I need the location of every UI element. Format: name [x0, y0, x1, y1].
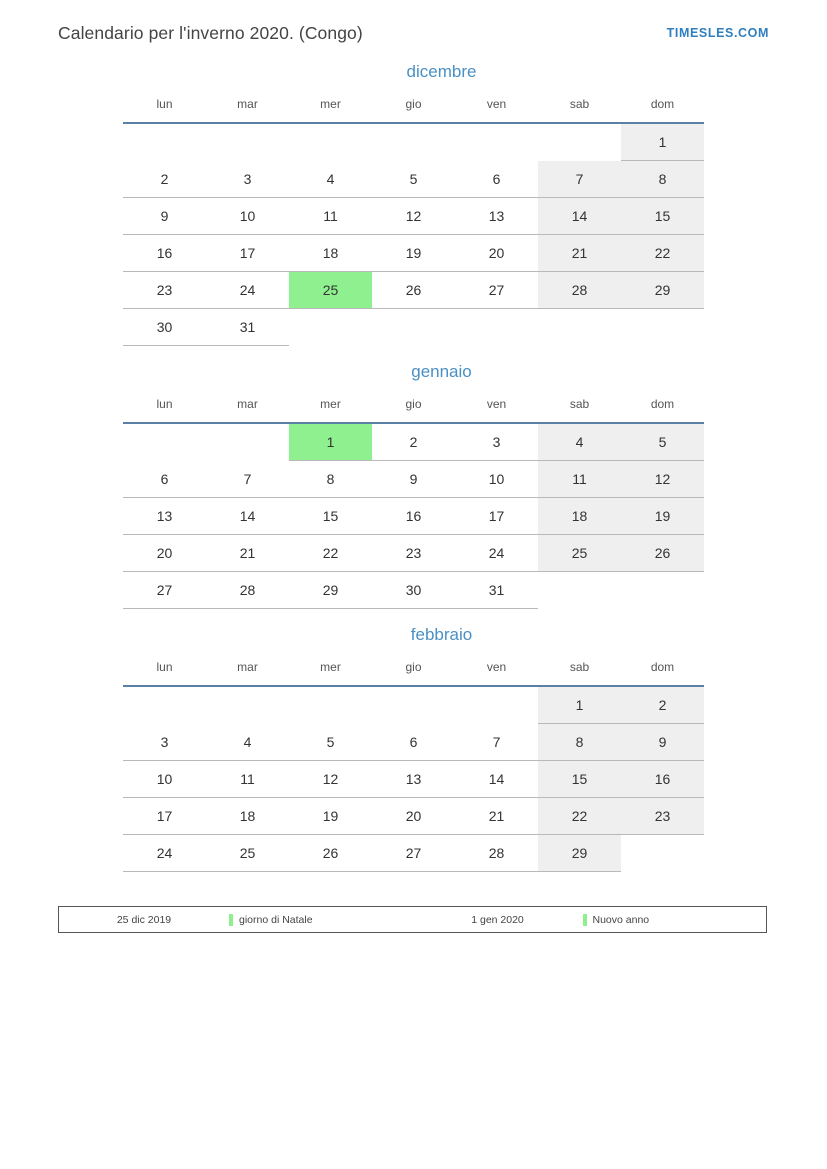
- day-cell-weekend[interactable]: [538, 272, 621, 309]
- day-cell[interactable]: [123, 235, 206, 272]
- day-number: 10: [488, 471, 505, 487]
- day-number: 31: [239, 319, 256, 335]
- day-number: 19: [654, 508, 671, 524]
- day-cell-weekend[interactable]: [621, 235, 704, 272]
- day-cell[interactable]: [206, 761, 289, 798]
- day-cell[interactable]: [123, 461, 206, 498]
- day-number: 7: [575, 170, 584, 187]
- day-number: 8: [575, 734, 584, 750]
- week-row: [123, 423, 704, 461]
- page-title: Calendario per l'inverno 2020. (Congo): [58, 22, 363, 43]
- day-cell-holiday[interactable]: [289, 423, 372, 461]
- day-cell-empty: [206, 686, 289, 724]
- day-cell[interactable]: [206, 461, 289, 498]
- day-cell[interactable]: [123, 761, 206, 798]
- day-cell-weekend[interactable]: [621, 272, 704, 309]
- day-cell-weekend[interactable]: [621, 123, 704, 161]
- day-cell[interactable]: [206, 572, 289, 609]
- day-cell[interactable]: [206, 272, 289, 309]
- week-row: [123, 724, 704, 761]
- weekday-header: lun: [123, 94, 206, 123]
- legend-entry: [229, 914, 413, 926]
- day-number: 16: [156, 245, 173, 261]
- day-cell[interactable]: [123, 535, 206, 572]
- day-cell[interactable]: [123, 498, 206, 535]
- legend-label-text: Nuovo anno: [592, 913, 650, 926]
- day-number: 28: [571, 282, 588, 298]
- day-number: 25: [571, 545, 588, 561]
- day-cell[interactable]: [123, 309, 206, 346]
- day-number: 16: [654, 771, 671, 787]
- day-cell-weekend[interactable]: [621, 724, 704, 761]
- day-number: 5: [326, 733, 335, 750]
- day-cell[interactable]: [123, 835, 206, 872]
- day-cell[interactable]: [206, 309, 289, 346]
- day-number: 6: [160, 470, 169, 487]
- day-number: 17: [488, 508, 505, 524]
- day-cell-empty: [206, 423, 289, 461]
- day-cell[interactable]: [289, 161, 372, 198]
- day-number: 7: [492, 733, 501, 750]
- legend-label-text: giorno di Natale: [239, 913, 313, 926]
- day-number: 29: [322, 582, 339, 598]
- day-cell[interactable]: [455, 572, 538, 609]
- month-block: [58, 625, 769, 872]
- day-number: 28: [488, 845, 505, 861]
- day-cell[interactable]: [372, 498, 455, 535]
- day-cell-weekend[interactable]: [621, 798, 704, 835]
- day-number: 26: [405, 282, 422, 298]
- site-brand: TIMESLES.COM: [666, 26, 769, 40]
- day-number: 8: [326, 471, 335, 487]
- holiday-color-swatch: [583, 914, 587, 926]
- weekday-header: ven: [455, 657, 538, 686]
- day-number: 25: [239, 845, 256, 861]
- day-number: 23: [156, 282, 173, 298]
- day-cell-holiday[interactable]: [289, 272, 372, 309]
- day-cell-empty: [455, 309, 538, 346]
- week-row: [123, 161, 704, 198]
- day-cell[interactable]: [455, 535, 538, 572]
- day-cell-empty: [621, 835, 704, 872]
- day-cell[interactable]: [372, 198, 455, 235]
- day-cell[interactable]: [289, 461, 372, 498]
- day-cell-weekend[interactable]: [621, 535, 704, 572]
- weekday-header: mer: [289, 394, 372, 423]
- day-number: 7: [243, 470, 252, 487]
- day-number: 25: [322, 282, 339, 298]
- day-number: 18: [322, 245, 339, 261]
- day-number: 30: [156, 319, 173, 335]
- day-number: 1: [326, 434, 335, 450]
- legend-date: 1 gen 2020: [471, 913, 524, 926]
- day-cell-empty: [372, 123, 455, 161]
- day-cell[interactable]: [455, 272, 538, 309]
- day-cell-weekend[interactable]: [621, 761, 704, 798]
- week-row: [123, 235, 704, 272]
- week-row: [123, 686, 704, 724]
- day-cell-weekend[interactable]: [538, 235, 621, 272]
- day-cell[interactable]: [372, 272, 455, 309]
- day-number: 17: [239, 245, 256, 261]
- day-number: 27: [156, 582, 173, 598]
- day-cell-empty: [289, 123, 372, 161]
- month-block: [58, 62, 769, 346]
- day-number: 6: [409, 733, 418, 750]
- day-cell-empty: [455, 686, 538, 724]
- day-cell[interactable]: [289, 535, 372, 572]
- day-cell-weekend[interactable]: [538, 798, 621, 835]
- day-number: 4: [575, 434, 584, 450]
- month-title: dicembre: [406, 62, 477, 81]
- day-number: 2: [160, 170, 169, 187]
- day-cell[interactable]: [206, 535, 289, 572]
- day-number: 4: [243, 733, 252, 750]
- calendar-list: [58, 62, 769, 888]
- day-cell-empty: [621, 572, 704, 609]
- day-number: 18: [571, 508, 588, 524]
- week-row: [123, 198, 704, 235]
- day-cell[interactable]: [289, 835, 372, 872]
- day-cell-weekend[interactable]: [538, 461, 621, 498]
- day-number: 5: [409, 170, 418, 187]
- day-cell[interactable]: [372, 835, 455, 872]
- day-cell[interactable]: [206, 498, 289, 535]
- day-cell-empty: [123, 123, 206, 161]
- day-number: 6: [492, 170, 501, 187]
- week-row: [123, 835, 704, 872]
- day-cell[interactable]: [206, 835, 289, 872]
- weekday-header: gio: [372, 394, 455, 423]
- day-cell[interactable]: [455, 235, 538, 272]
- day-number: 22: [322, 545, 339, 561]
- month-block: [58, 362, 769, 609]
- day-number: 31: [488, 582, 505, 598]
- day-number: 3: [160, 733, 169, 750]
- day-cell[interactable]: [372, 461, 455, 498]
- day-number: 21: [239, 545, 256, 561]
- day-cell-empty: [455, 123, 538, 161]
- day-cell[interactable]: [455, 461, 538, 498]
- day-number: 21: [488, 808, 505, 824]
- day-cell-empty: [372, 686, 455, 724]
- legend-entry: [583, 914, 767, 926]
- day-cell[interactable]: [289, 198, 372, 235]
- weekday-header: mer: [289, 657, 372, 686]
- day-number: 14: [571, 208, 588, 224]
- day-number: 20: [488, 245, 505, 261]
- day-number: 24: [488, 545, 505, 561]
- day-cell[interactable]: [289, 798, 372, 835]
- week-row: [123, 798, 704, 835]
- day-number: 9: [658, 734, 667, 750]
- day-cell-weekend[interactable]: [538, 423, 621, 461]
- day-number: 19: [405, 245, 422, 261]
- weekday-header: lun: [123, 657, 206, 686]
- day-cell-empty: [538, 572, 621, 609]
- day-cell[interactable]: [372, 761, 455, 798]
- day-cell[interactable]: [455, 498, 538, 535]
- day-number: 1: [658, 134, 667, 150]
- day-number: 2: [409, 434, 418, 450]
- day-cell[interactable]: [455, 423, 538, 461]
- day-cell[interactable]: [455, 161, 538, 198]
- day-number: 13: [488, 208, 505, 224]
- day-cell-weekend[interactable]: [621, 161, 704, 198]
- weekday-header: dom: [621, 394, 704, 423]
- weekday-header: mar: [206, 657, 289, 686]
- day-cell-weekend[interactable]: [538, 161, 621, 198]
- week-row: [123, 123, 704, 161]
- weekday-header: mar: [206, 394, 289, 423]
- day-number: 15: [322, 508, 339, 524]
- day-number: 20: [156, 545, 173, 561]
- day-number: 26: [654, 545, 671, 561]
- day-number: 16: [405, 508, 422, 524]
- day-number: 14: [239, 508, 256, 524]
- legend-date: 25 dic 2019: [116, 913, 172, 926]
- day-cell[interactable]: [289, 498, 372, 535]
- weekday-header: lun: [123, 394, 206, 423]
- day-cell[interactable]: [123, 272, 206, 309]
- day-number: 23: [654, 808, 671, 824]
- day-number: 20: [405, 808, 422, 824]
- day-cell[interactable]: [289, 235, 372, 272]
- weekday-header: gio: [372, 94, 455, 123]
- week-row: [123, 309, 704, 346]
- week-row: [123, 572, 704, 609]
- week-row: [123, 461, 704, 498]
- day-number: 17: [156, 808, 173, 824]
- day-number: 15: [571, 771, 588, 787]
- day-number: 9: [160, 208, 169, 224]
- day-number: 2: [658, 697, 667, 713]
- day-number: 29: [571, 845, 588, 861]
- day-cell-empty: [538, 123, 621, 161]
- month-title: febbraio: [410, 625, 473, 644]
- day-number: 14: [488, 771, 505, 787]
- day-cell[interactable]: [372, 161, 455, 198]
- week-row: [123, 272, 704, 309]
- day-number: 10: [239, 208, 256, 224]
- day-number: 13: [405, 771, 422, 787]
- weekday-header: dom: [621, 94, 704, 123]
- week-row: [123, 761, 704, 798]
- day-number: 19: [322, 808, 339, 824]
- day-number: 3: [492, 434, 501, 450]
- day-cell-weekend[interactable]: [621, 423, 704, 461]
- day-number: 29: [654, 282, 671, 298]
- day-number: 22: [571, 808, 588, 824]
- legend-bar: [58, 906, 767, 933]
- weekday-header: ven: [455, 94, 538, 123]
- day-number: 13: [156, 508, 173, 524]
- day-number: 12: [322, 771, 339, 787]
- day-number: 30: [405, 582, 422, 598]
- day-number: 11: [240, 771, 255, 787]
- day-cell-weekend[interactable]: [621, 498, 704, 535]
- day-cell-empty: [538, 309, 621, 346]
- day-cell-weekend[interactable]: [538, 198, 621, 235]
- day-cell-weekend[interactable]: [538, 535, 621, 572]
- weekday-header: gio: [372, 657, 455, 686]
- day-cell[interactable]: [289, 724, 372, 761]
- month-title: gennaio: [411, 362, 472, 381]
- day-number: 10: [156, 771, 173, 787]
- day-number: 27: [488, 282, 505, 298]
- day-cell-empty: [372, 309, 455, 346]
- day-cell[interactable]: [372, 724, 455, 761]
- day-cell[interactable]: [372, 798, 455, 835]
- day-cell-weekend[interactable]: [621, 686, 704, 724]
- day-cell[interactable]: [372, 423, 455, 461]
- page-header: [58, 18, 769, 48]
- weekday-header: mer: [289, 94, 372, 123]
- day-cell[interactable]: [206, 161, 289, 198]
- day-number: 3: [243, 170, 252, 187]
- day-cell-empty: [206, 123, 289, 161]
- day-number: 26: [322, 845, 339, 861]
- day-cell[interactable]: [206, 724, 289, 761]
- day-number: 28: [239, 582, 256, 598]
- day-cell-weekend[interactable]: [538, 761, 621, 798]
- day-cell-empty: [621, 309, 704, 346]
- month-grid: [123, 94, 704, 346]
- day-cell-weekend[interactable]: [538, 835, 621, 872]
- weekday-header: sab: [538, 94, 621, 123]
- day-cell[interactable]: [206, 235, 289, 272]
- day-cell-weekend[interactable]: [538, 686, 621, 724]
- day-number: 11: [572, 471, 587, 487]
- month-grid: [123, 394, 704, 609]
- weekday-header: mar: [206, 94, 289, 123]
- day-cell[interactable]: [372, 235, 455, 272]
- day-cell[interactable]: [123, 198, 206, 235]
- day-cell-weekend[interactable]: [621, 461, 704, 498]
- day-cell[interactable]: [289, 761, 372, 798]
- day-number: 11: [323, 208, 338, 224]
- day-number: 9: [409, 471, 418, 487]
- day-cell[interactable]: [455, 835, 538, 872]
- day-cell-empty: [289, 686, 372, 724]
- day-number: 24: [156, 845, 173, 861]
- day-number: 15: [654, 208, 671, 224]
- day-number: 22: [654, 245, 671, 261]
- day-cell[interactable]: [455, 724, 538, 761]
- day-cell-empty: [123, 423, 206, 461]
- day-number: 27: [405, 845, 422, 861]
- day-number: 5: [658, 434, 667, 450]
- day-number: 21: [571, 245, 588, 261]
- day-number: 12: [405, 208, 422, 224]
- day-cell[interactable]: [289, 572, 372, 609]
- day-number: 12: [654, 471, 671, 487]
- day-cell[interactable]: [206, 198, 289, 235]
- week-row: [123, 535, 704, 572]
- weekday-header: sab: [538, 394, 621, 423]
- weekday-header: sab: [538, 657, 621, 686]
- day-cell[interactable]: [372, 535, 455, 572]
- weekday-header: ven: [455, 394, 538, 423]
- day-cell[interactable]: [455, 798, 538, 835]
- day-cell[interactable]: [123, 161, 206, 198]
- day-cell-weekend[interactable]: [621, 198, 704, 235]
- day-number: 23: [405, 545, 422, 561]
- day-cell[interactable]: [455, 761, 538, 798]
- day-cell[interactable]: [123, 572, 206, 609]
- day-cell[interactable]: [206, 798, 289, 835]
- day-number: 1: [575, 697, 584, 713]
- day-cell[interactable]: [123, 798, 206, 835]
- day-cell[interactable]: [372, 572, 455, 609]
- day-cell-empty: [289, 309, 372, 346]
- day-number: 24: [239, 282, 256, 298]
- day-cell-weekend[interactable]: [538, 724, 621, 761]
- week-row: [123, 498, 704, 535]
- day-number: 8: [658, 171, 667, 187]
- day-number: 4: [326, 170, 335, 187]
- day-cell[interactable]: [455, 198, 538, 235]
- day-cell[interactable]: [123, 724, 206, 761]
- day-cell-weekend[interactable]: [538, 498, 621, 535]
- day-cell-empty: [123, 686, 206, 724]
- month-grid: [123, 657, 704, 872]
- holiday-color-swatch: [229, 914, 233, 926]
- day-number: 18: [239, 808, 256, 824]
- weekday-header: dom: [621, 657, 704, 686]
